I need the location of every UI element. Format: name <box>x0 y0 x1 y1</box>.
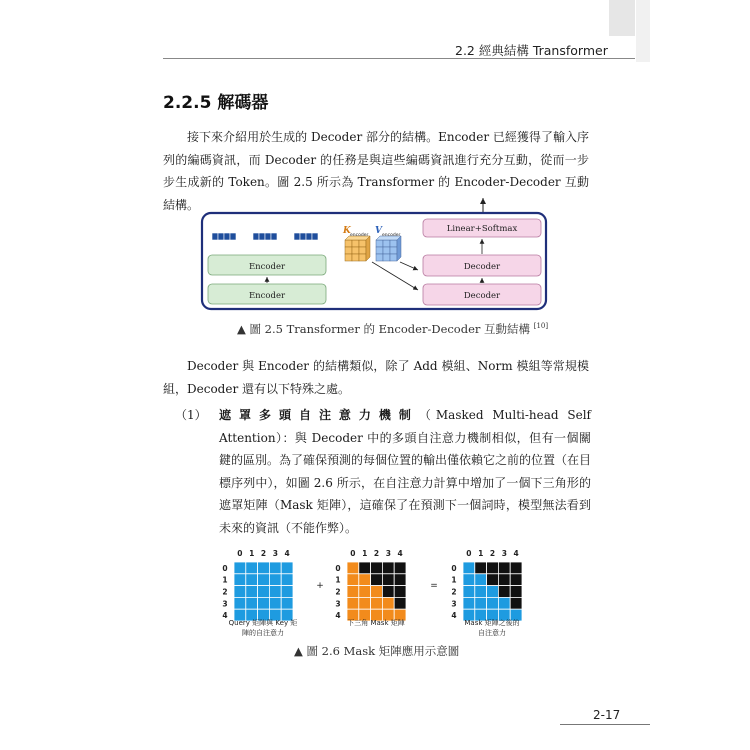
grid2-cell <box>347 586 359 598</box>
compare-paragraph: Decoder 與 Encoder 的結構類似，除了 Add 模組、Norm 模組等常規模組，Decoder 還有以下特殊之處。 <box>163 359 589 396</box>
grid1-row-label: 1 <box>222 575 228 585</box>
grid2-cell <box>347 562 359 574</box>
grid2-cell <box>394 562 406 574</box>
grid2-cell <box>371 562 383 574</box>
grid2-cell <box>371 574 383 586</box>
grid3-cell <box>463 574 475 586</box>
grid2-col-label: 2 <box>373 549 380 558</box>
grid2-cell <box>382 574 394 586</box>
grid3-row-label: 4 <box>451 611 457 621</box>
grid1-cell <box>258 562 270 574</box>
grid1-cell <box>246 586 258 598</box>
k-sub: encoder <box>350 233 369 238</box>
grid3-cell <box>475 586 487 598</box>
grid1-row-label: 2 <box>222 587 228 597</box>
list-item-term: 遮罩多頭自注意力機制 <box>219 408 419 422</box>
grid3-cell <box>487 574 499 586</box>
k-label: K <box>343 226 351 236</box>
linear-softmax-label: Linear+Softmax <box>446 224 518 234</box>
grid1-cell <box>281 562 293 574</box>
grid2-row-label: 2 <box>335 587 341 597</box>
grid2-row-label: 4 <box>335 611 341 621</box>
grid2-cell <box>359 574 371 586</box>
grid3-col-label: 3 <box>501 549 507 558</box>
grid1-cell <box>246 597 258 609</box>
grid1-cell <box>281 597 293 609</box>
grid1-cell <box>269 586 281 598</box>
intro-paragraph: 接下來介紹用於生成的 Decoder 部分的結構。Encoder 已經獲得了輸入序列的編碼資訊，而 Decoder 的任務是與這些編碼資訊進行充分互動，從而一步步生成新的 Token。圖 2.5 所示為 Transformer 的 Encoder-Decoder 互動結構。 <box>163 130 589 212</box>
encoder-label-bottom: Encoder <box>248 291 286 301</box>
grid3-cell <box>510 586 522 598</box>
equals-sign: = <box>430 581 438 591</box>
grid1-cell <box>269 562 281 574</box>
grid1-row-label: 0 <box>222 563 228 573</box>
grid2-col-label: 0 <box>350 549 356 558</box>
grid1-col-label: 3 <box>272 549 278 558</box>
page-number: 2-17 <box>593 708 621 722</box>
grid2-cell <box>359 586 371 598</box>
list-item-text: （Masked Multi-head Self Attention）：與 Decoder 中的多頭自注意力機制相似，但有一個關鍵的區別。為了確保預測的每個位置的輸出僅依賴它之前的位置（在目標序列中），如圖 2.6 所示，在自注意力計算中增加了一個下三角形的遮罩矩陣（Mask 矩陣），這確保了在預測下一個詞時，模型無法看到未來的資訊（不能作弊）。 <box>219 408 592 535</box>
grid2-row-label: 0 <box>335 563 341 573</box>
grid3-label-line1: Mask 矩陣之後的 <box>464 619 520 627</box>
grid3-row-label: 1 <box>451 575 457 585</box>
grid3-cell <box>510 562 522 574</box>
grid3-cell <box>475 597 487 609</box>
grid1-cell <box>269 597 281 609</box>
grid1-row-label: 4 <box>222 611 228 621</box>
grid2-cell <box>371 597 383 609</box>
grid1-cell <box>246 562 258 574</box>
grid3-cell <box>498 597 510 609</box>
grid1-label-line2: 陣的自注意力 <box>242 629 284 637</box>
grid2-row-label: 3 <box>335 599 341 609</box>
grid2-cell <box>382 586 394 598</box>
grid3-col-label: 1 <box>478 549 484 558</box>
grid1-col-label: 2 <box>260 549 267 558</box>
list-item-number: （1） <box>175 408 207 422</box>
grid1-cell <box>269 574 281 586</box>
grid1-cell <box>258 586 270 598</box>
grid3-cell <box>475 562 487 574</box>
v-sub: encoder <box>382 233 401 238</box>
grid2-cell <box>359 562 371 574</box>
grid3-row-label: 3 <box>451 599 457 609</box>
grid1-cell <box>234 597 246 609</box>
grid2-col-label: 4 <box>397 549 403 558</box>
grid2-cell <box>371 586 383 598</box>
grid3-row-label: 0 <box>451 563 457 573</box>
grid3-cell <box>510 574 522 586</box>
grid2-cell <box>394 597 406 609</box>
grid2-col-label: 3 <box>385 549 391 558</box>
grid1-cell <box>234 574 246 586</box>
grid3-cell <box>487 597 499 609</box>
grid2-row-label: 1 <box>335 575 341 585</box>
grid3-cell <box>487 586 499 598</box>
figure-2-5-citation: [10] <box>533 322 549 331</box>
decoder-label-top: Decoder <box>463 262 501 272</box>
grid1-col-label: 1 <box>249 549 255 558</box>
grid3-cell <box>498 574 510 586</box>
grid1-col-label: 0 <box>237 549 243 558</box>
grid2-cell <box>382 597 394 609</box>
grid2-cell <box>394 586 406 598</box>
grid1-cell <box>258 597 270 609</box>
grid3-label-line2: 自注意力 <box>478 629 506 637</box>
grid1-cell <box>258 574 270 586</box>
figure-2-6-caption: ▲ 圖 2.6 Mask 矩陣應用示意圖 <box>294 644 460 658</box>
grid3-cell <box>463 586 475 598</box>
grid3-row-label: 2 <box>451 587 457 597</box>
grid2-cell <box>347 574 359 586</box>
grid2-label: 下三角 Mask 矩陣 <box>347 619 405 627</box>
grid2-cell <box>394 574 406 586</box>
decoder-label-bottom: Decoder <box>463 291 501 301</box>
page-number-rule <box>560 724 650 725</box>
grid3-col-label: 0 <box>466 549 472 558</box>
grid3-cell <box>475 574 487 586</box>
plus-sign: + <box>316 581 324 591</box>
grid2-cell <box>359 597 371 609</box>
grid3-cell <box>498 562 510 574</box>
grid3-cell <box>463 597 475 609</box>
grid3-cell <box>510 597 522 609</box>
grid3-cell <box>463 562 475 574</box>
grid2-col-label: 1 <box>362 549 368 558</box>
encoder-label-top: Encoder <box>248 262 286 272</box>
running-header: 2.2 經典結構 Transformer <box>455 43 608 58</box>
section-title: 2.2.5 解碼器 <box>163 93 269 113</box>
grid3-col-label: 2 <box>489 549 496 558</box>
grid2-cell <box>347 597 359 609</box>
grid1-cell <box>234 586 246 598</box>
grid1-label-line1: Query 矩陣與 Key 矩 <box>228 619 298 627</box>
grid2-cell <box>382 562 394 574</box>
grid1-cell <box>281 586 293 598</box>
grid1-row-label: 3 <box>222 599 228 609</box>
figure-2-5-caption-text: ▲ 圖 2.5 Transformer 的 Encoder-Decoder 互動結構 <box>237 322 531 336</box>
grid3-col-label: 4 <box>513 549 519 558</box>
v-label: V <box>375 226 382 236</box>
grid1-cell <box>281 574 293 586</box>
grid3-cell <box>498 586 510 598</box>
grid1-cell <box>246 574 258 586</box>
grid1-col-label: 4 <box>284 549 290 558</box>
grid3-cell <box>487 562 499 574</box>
grid1-cell <box>234 562 246 574</box>
